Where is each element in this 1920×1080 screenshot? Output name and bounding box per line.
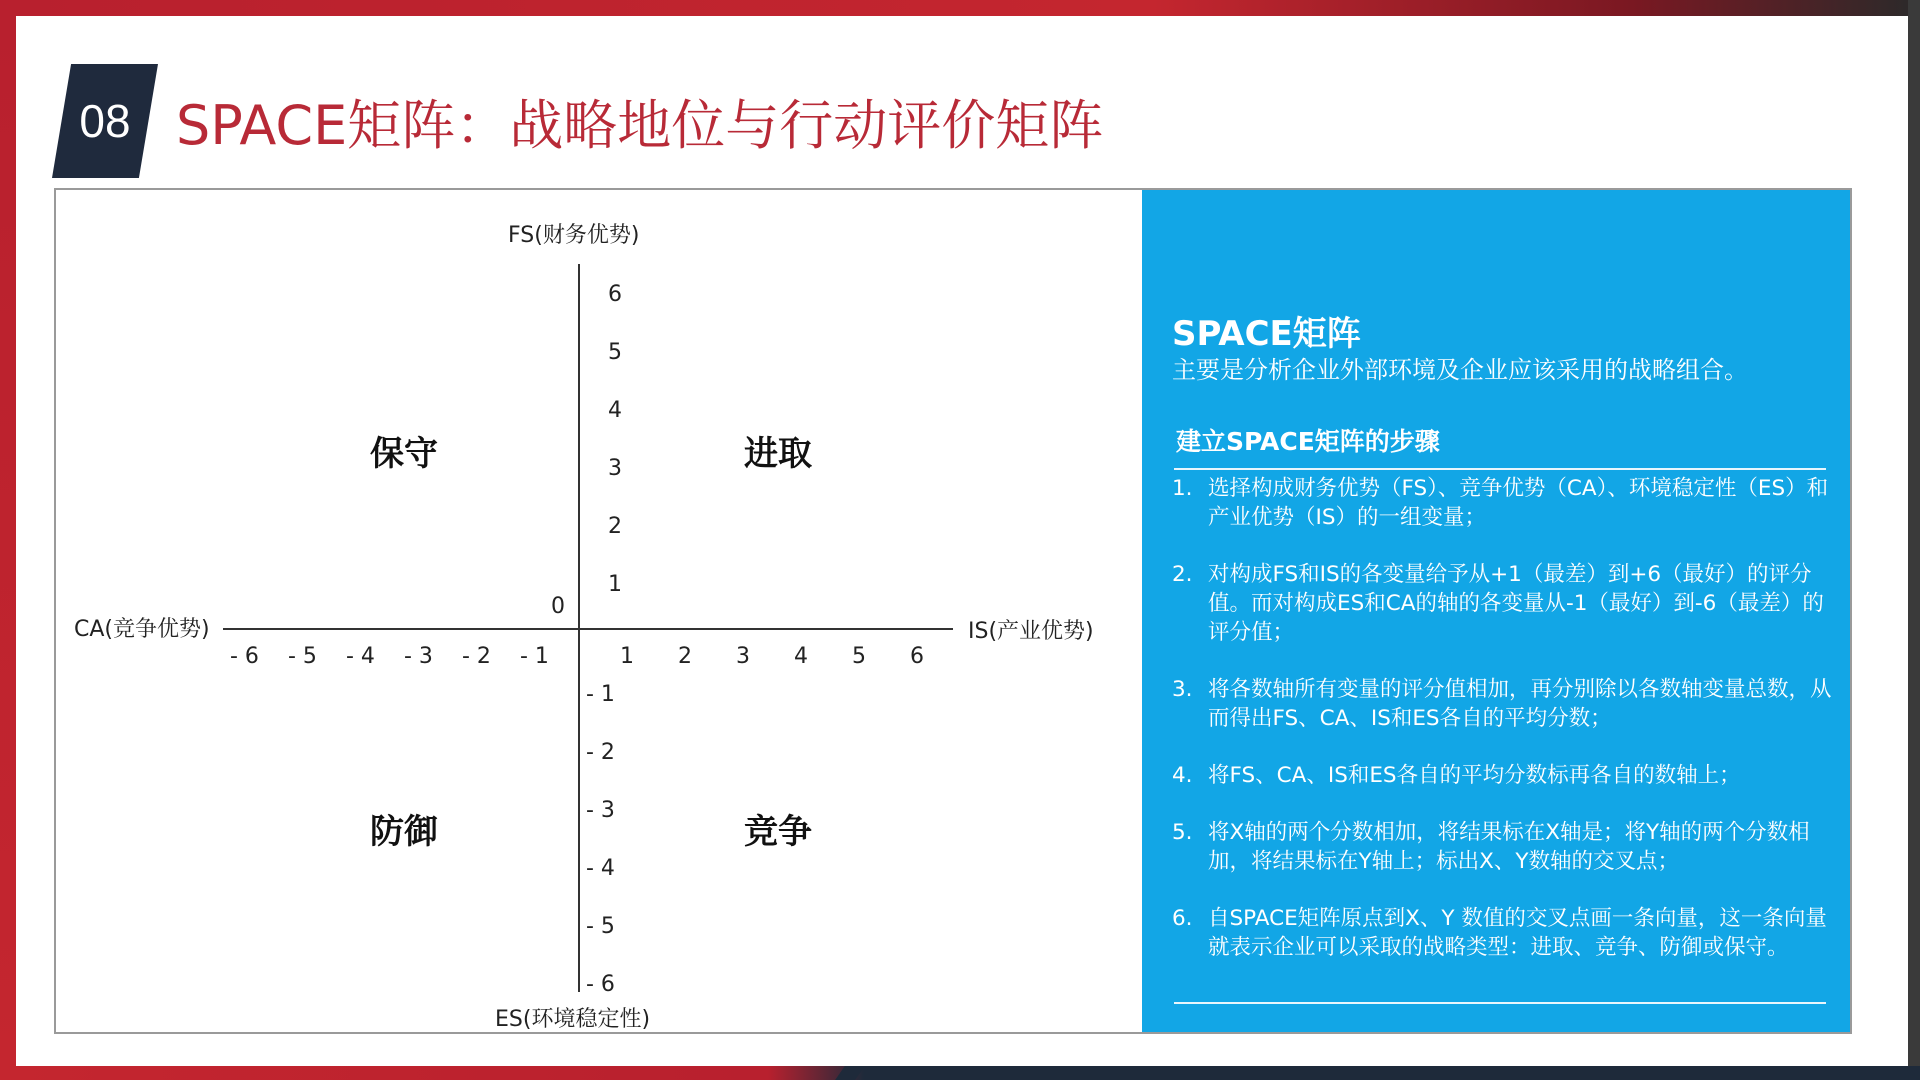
y-tick: - 4: [586, 856, 615, 881]
info-title: SPACE矩阵: [1172, 314, 1361, 354]
y-tick: - 3: [586, 798, 615, 823]
y-tick: - 2: [586, 740, 615, 765]
axis-label-ca: CA(竞争优势): [74, 617, 210, 642]
x-tick: 3: [736, 644, 750, 669]
x-tick: - 2: [462, 644, 491, 669]
x-tick: - 3: [404, 644, 433, 669]
y-tick: 4: [608, 398, 622, 423]
step-item: [1172, 560, 1832, 647]
info-subtitle: 主要是分析企业外部环境及企业应该采用的战略组合。: [1172, 356, 1748, 384]
axis-label-es: ES(环境稳定性): [495, 1007, 651, 1032]
axes-svg: [56, 190, 1142, 1032]
frame-right-border: [1908, 0, 1920, 1080]
frame-bottom-border: [0, 1066, 1920, 1080]
x-tick: 4: [794, 644, 808, 669]
y-tick: - 5: [586, 914, 615, 939]
step-item: [1172, 474, 1832, 532]
quadrant-label-competitive: 竞争: [744, 812, 812, 852]
frame-left-border: [0, 0, 16, 1080]
steps-list: [1172, 474, 1832, 990]
space-matrix-diagram: [56, 190, 1142, 1032]
step-text: 选择构成财务优势（FS）、竞争优势（CA）、环境稳定性（ES）和产业优势（IS）的一组变量；: [1208, 476, 1829, 530]
x-tick: 2: [678, 644, 692, 669]
section-number: 08: [79, 95, 131, 147]
y-tick: 2: [608, 514, 622, 539]
step-number: 6.: [1172, 906, 1193, 931]
step-text: 自SPACE矩阵原点到X、Y 数值的交叉点画一条向量，这一条向量就表示企业可以采取的战略类型：进取、竞争、防御或保守。: [1208, 906, 1827, 960]
step-text: 将FS、CA、IS和ES各自的平均分数标再各自的数轴上；: [1208, 763, 1741, 788]
step-number: 4.: [1172, 763, 1193, 788]
y-tick: - 1: [586, 682, 615, 707]
steps-heading: 建立SPACE矩阵的步骤: [1176, 427, 1440, 456]
step-number: 1.: [1172, 476, 1193, 501]
y-tick: - 6: [586, 972, 615, 997]
axis-label-is: IS(产业优势): [968, 619, 1094, 644]
step-text: 将X轴的两个分数相加，将结果标在X轴是；将Y轴的两个分数相加，将结果标在Y轴上；标出X、Y数轴的交叉点；: [1208, 820, 1810, 874]
step-item: [1172, 761, 1832, 790]
x-tick: - 6: [230, 644, 259, 669]
quadrant-label-defensive: 防御: [370, 812, 438, 852]
y-tick: 1: [608, 572, 622, 597]
y-tick: 5: [608, 340, 622, 365]
axis-label-fs: FS(财务优势): [508, 223, 640, 248]
x-tick: 1: [620, 644, 634, 669]
step-number: 2.: [1172, 562, 1193, 587]
quadrant-label-aggressive: 进取: [744, 434, 812, 474]
page-title: SPACE矩阵：战略地位与行动评价矩阵: [176, 94, 1104, 157]
quadrant-label-conservative: 保守: [370, 434, 438, 474]
x-tick: - 1: [520, 644, 549, 669]
step-text: 对构成FS和IS的各变量给予从+1（最差）到+6（最好）的评分值。而对构成ES和CA的轴的各变量从-1（最好）到-6（最差）的评分值；: [1208, 562, 1824, 645]
step-number: 3.: [1172, 677, 1193, 702]
frame-top-border: [0, 0, 1920, 16]
y-tick: 3: [608, 456, 622, 481]
step-item: [1172, 818, 1832, 876]
step-text: 将各数轴所有变量的评分值相加，再分别除以各数轴变量总数，从而得出FS、CA、IS和ES各自的平均分数；: [1208, 677, 1832, 731]
step-number: 5.: [1172, 820, 1193, 845]
x-tick: 5: [852, 644, 866, 669]
info-panel: [1142, 190, 1850, 1032]
origin-label: 0: [551, 594, 565, 619]
y-tick: 6: [608, 282, 622, 307]
x-tick: - 5: [288, 644, 317, 669]
step-item: [1172, 675, 1832, 733]
x-tick: 6: [910, 644, 924, 669]
x-tick: - 4: [346, 644, 375, 669]
divider-bottom: [1174, 1002, 1826, 1004]
divider-top: [1174, 468, 1826, 470]
step-item: [1172, 904, 1832, 962]
